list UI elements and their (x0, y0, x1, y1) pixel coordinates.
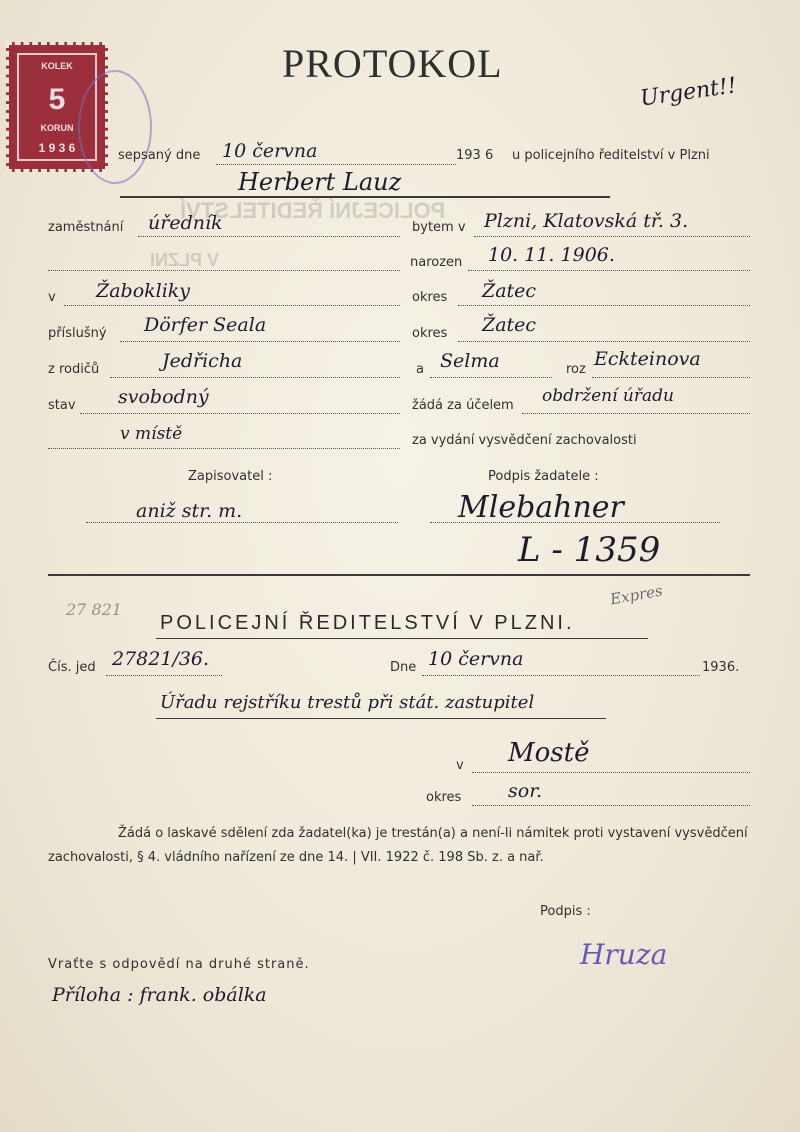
police-v-value: Mostě (508, 738, 590, 768)
section-divider (48, 574, 750, 576)
prislusny-label: příslušný (48, 326, 107, 341)
prislusny-value: Dörfer Seala (144, 314, 267, 336)
stav-value: svobodný (118, 386, 209, 408)
okres1-label: okres (412, 290, 448, 305)
express-note: Expres (608, 581, 664, 609)
recipient-office: Úřadu rejstříku trestů při stát. zastupitel (160, 692, 535, 713)
narozen-value: 10. 11. 1906. (488, 244, 615, 266)
rodicu-value: Jedřicha (162, 350, 243, 372)
police-suffix: u policejního ředitelství v Plzni (512, 148, 710, 163)
corner-note: Urgent!! (638, 73, 739, 112)
police-okres-label: okres (426, 790, 462, 805)
dotted-line (472, 772, 750, 773)
dotted-line (522, 413, 750, 414)
office-seal (78, 70, 152, 184)
v-label: v (48, 290, 56, 305)
dotted-line (110, 377, 400, 378)
dotted-line (120, 341, 400, 342)
dotted-line (86, 522, 398, 523)
sepsany-label: sepsaný dne (118, 148, 201, 163)
pencil-number: 27 821 (66, 600, 122, 619)
okres2-value: Žatec (482, 314, 537, 336)
dotted-line (592, 377, 750, 378)
rodicu-label: z rodičů (48, 362, 100, 377)
police-v-label: v (456, 758, 464, 773)
narozen-label: narozen (410, 255, 463, 270)
dotted-line (422, 675, 700, 676)
dotted-line (430, 522, 720, 523)
dotted-line (458, 341, 750, 342)
applicant-signature: Mlebahner (458, 490, 624, 525)
cis-label: Čís. jed (48, 660, 96, 675)
dotted-line (138, 236, 400, 237)
request-body: Žádá o laskavé sdělení zda žadatel(ka) je trestán(a) a není-li námitek proti vystavení vysvědčení zachovalosti, § 4. vládního nařízení ze dne 14. | VII. 1922 č. 198 Sb. z. a nař. (48, 826, 748, 865)
bytem-value: Plzni, Klatovská tř. 3. (484, 210, 689, 232)
okres1-value: Žatec (482, 280, 537, 302)
dotted-line (458, 305, 750, 306)
vydani-label: za vydání vysvědčení zachovalosti (412, 433, 637, 448)
okres2-label: okres (412, 326, 448, 341)
dotted-line (474, 236, 750, 237)
zamestnani-value: úředník (148, 212, 223, 234)
dne-year: 1936. (702, 660, 740, 675)
bleed-through-text: POLICEJNÍ ŘEDITELSTVÍ (180, 198, 446, 223)
zada-value: obdržení úřadu (542, 386, 674, 406)
police-podpis-label: Podpis : (540, 904, 591, 919)
cis-value: 27821/36. (112, 648, 210, 670)
police-heading: POLICEJNÍ ŘEDITELSTVÍ V PLZNI. (160, 612, 575, 634)
bytem-label: bytem v (412, 220, 466, 235)
recipient-underline (156, 718, 606, 719)
dotted-line (468, 270, 750, 271)
date-value: 10 června (222, 140, 318, 162)
dotted-line (48, 270, 400, 271)
applicant-name: Herbert Lauz (238, 168, 402, 196)
roz-label: roz (566, 362, 586, 377)
dotted-line (48, 448, 400, 449)
dne-label: Dne (390, 660, 417, 675)
dotted-line (430, 377, 552, 378)
zapisovatel-value: aniž str. m. (136, 500, 243, 522)
police-okres-value: sor. (508, 780, 543, 802)
dne-value: 10 června (428, 648, 524, 670)
a-value: Selma (440, 350, 500, 372)
dotted-line (216, 164, 456, 165)
zamestnani-label: zaměstnání (48, 220, 124, 235)
stamp-value: 5 (48, 83, 66, 116)
official-signature: Hruza (580, 938, 668, 971)
page-title: PROTOKOL (282, 41, 503, 86)
return-instruction: Vraťte s odpovědí na druhé straně. (48, 957, 310, 972)
name-underline (120, 196, 610, 198)
record-number: L - 1359 (518, 530, 661, 570)
year-value: 193 6 (456, 148, 494, 163)
enclosure-note: Příloha : frank. obálka (52, 984, 267, 1006)
heading-underline (156, 638, 648, 639)
dotted-line (64, 305, 400, 306)
stamp-korun: KORUN (40, 123, 74, 133)
a-label: a (416, 362, 424, 377)
zapisovatel-label: Zapisovatel : (188, 469, 273, 484)
roz-value: Eckteinova (594, 348, 701, 370)
stamp-year: 1 9 3 6 (38, 141, 76, 155)
zada-label: žádá za účelem (412, 398, 514, 413)
dotted-line (106, 675, 222, 676)
bleed-through-text: V PLZNI (150, 250, 220, 270)
stav-label: stav (48, 398, 76, 413)
v-value: Žabokliky (96, 280, 191, 302)
dotted-line (472, 805, 750, 806)
dotted-line (80, 413, 400, 414)
stamp-kolek: KOLEK (41, 61, 73, 71)
line2-value: v místě (120, 424, 183, 444)
podpis-zadatele-label: Podpis žadatele : (488, 469, 599, 484)
